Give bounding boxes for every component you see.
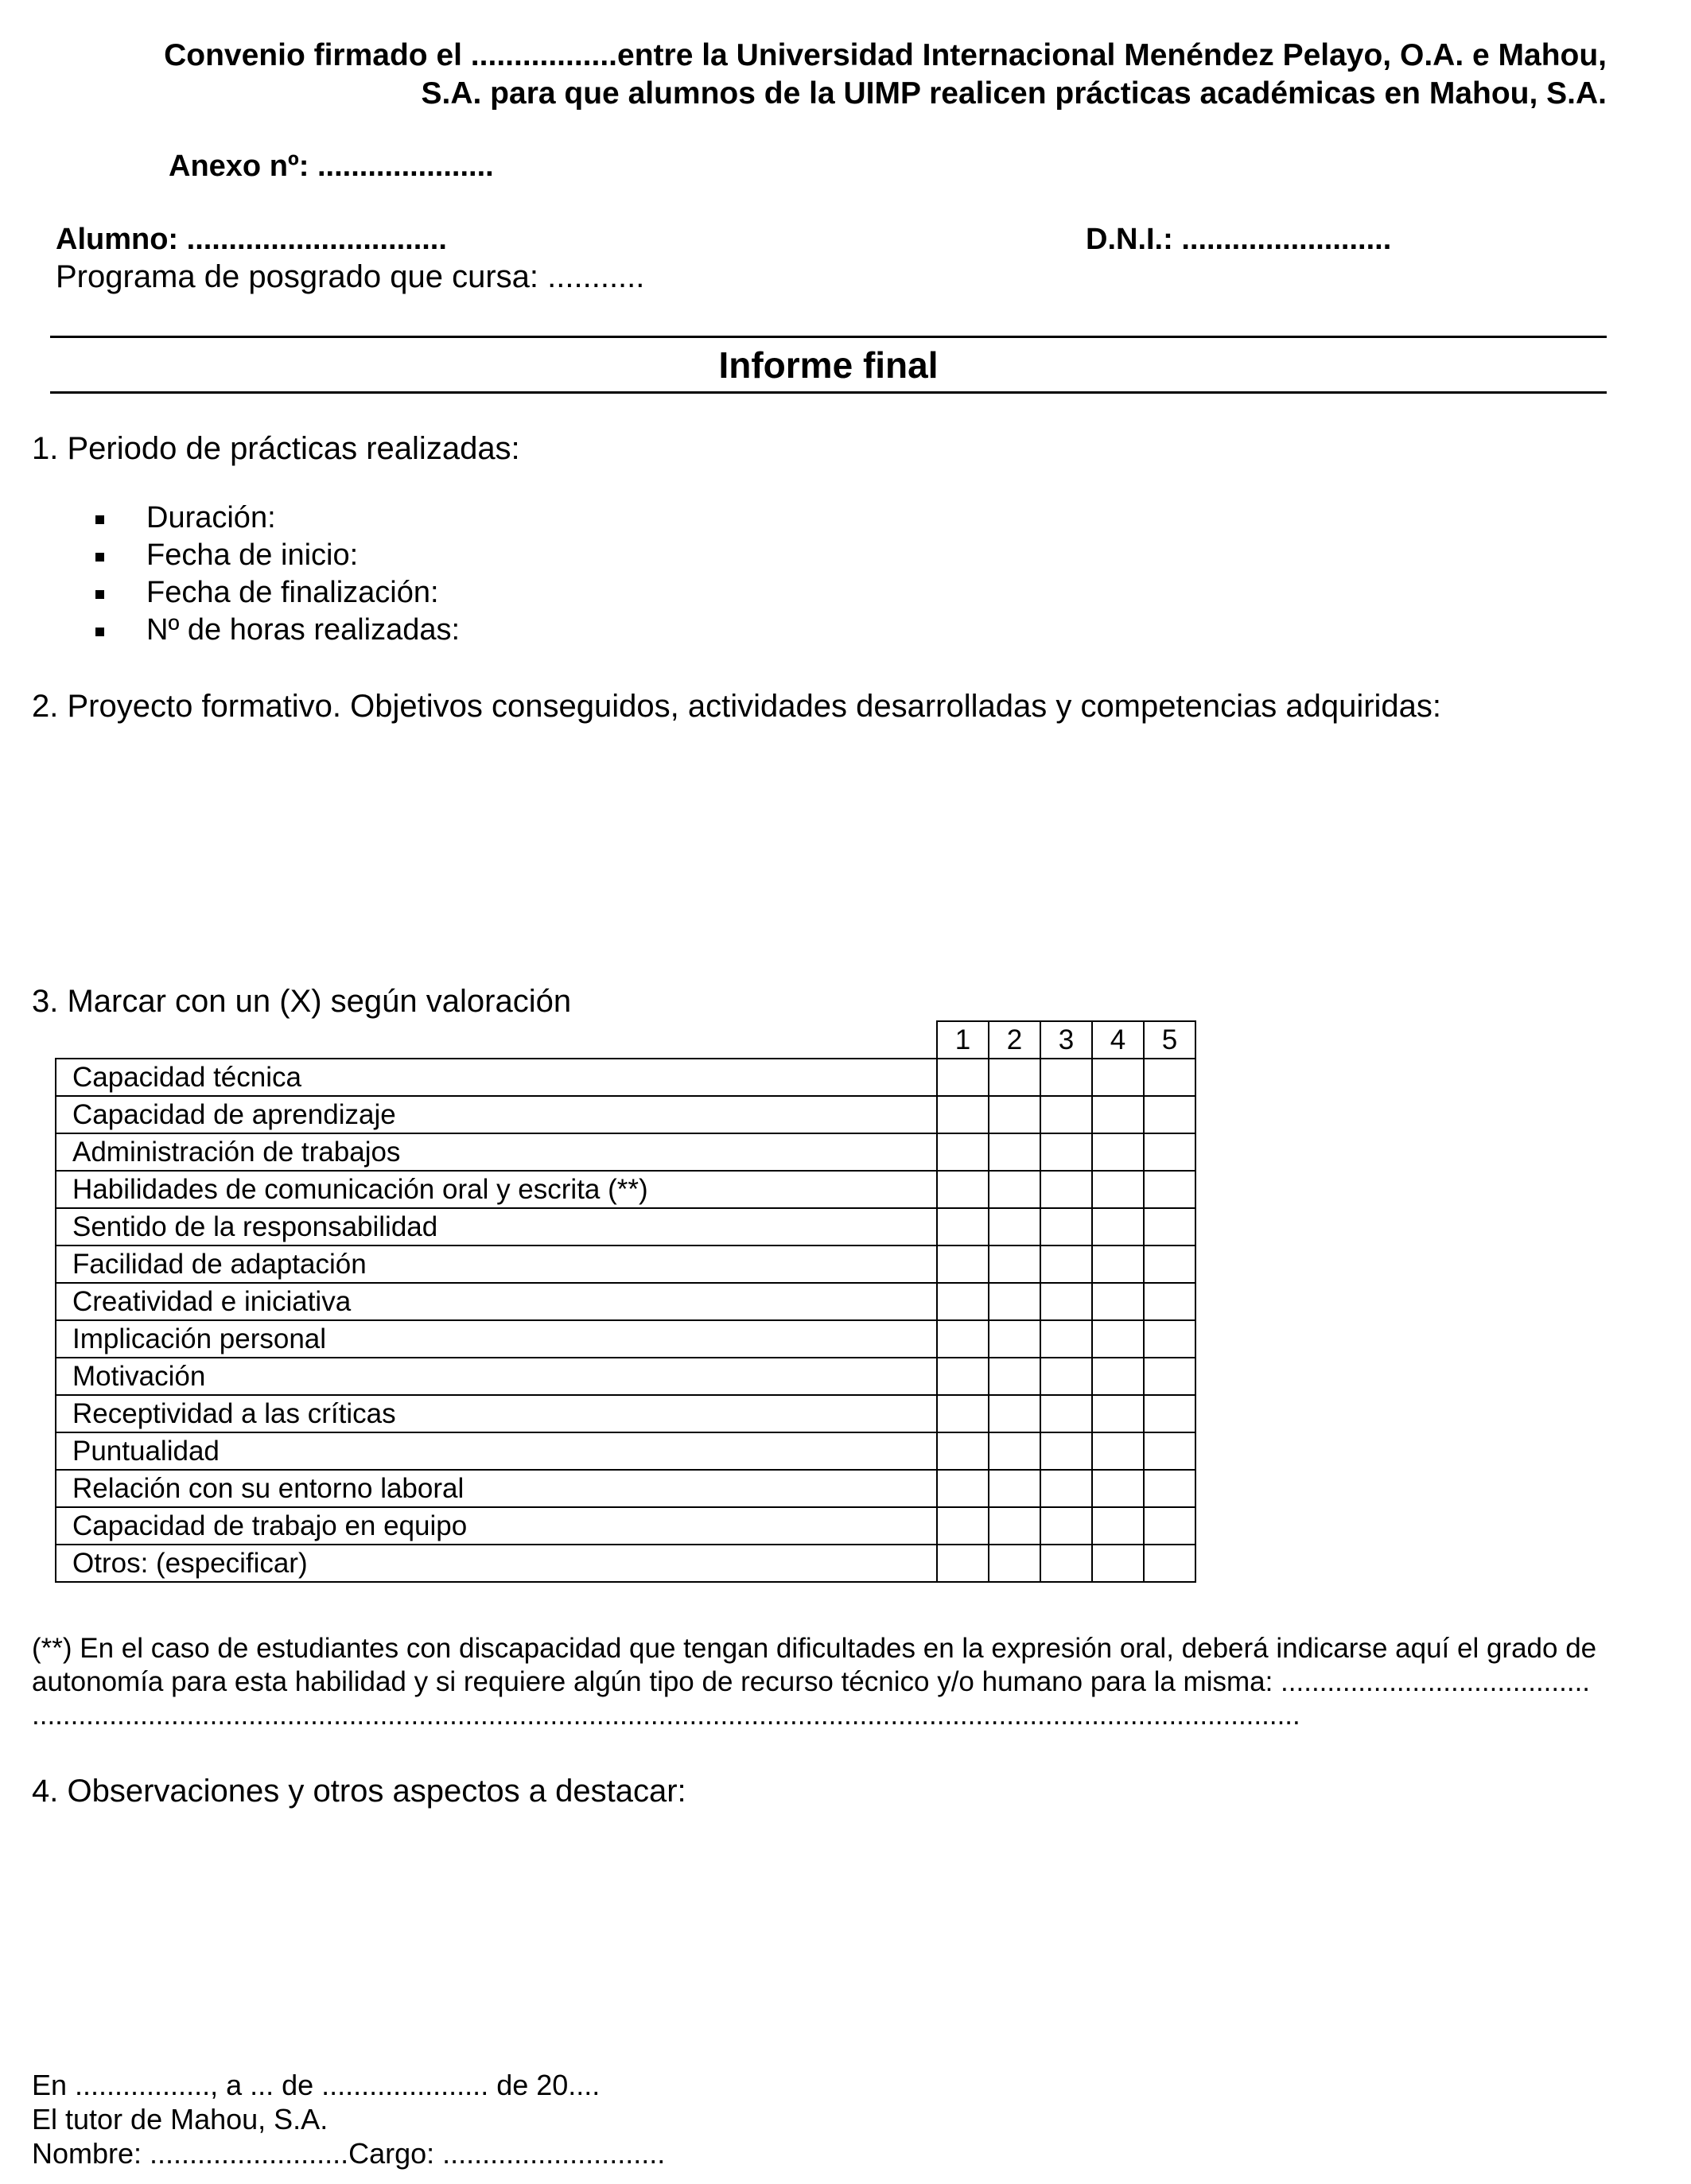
rating-cell[interactable] (1092, 1507, 1144, 1545)
rating-cell[interactable] (1040, 1432, 1092, 1470)
programa-field: Programa de posgrado que cursa: ........... (56, 259, 645, 294)
rating-cell[interactable] (1092, 1208, 1144, 1246)
rating-table (55, 1020, 1196, 1583)
rating-cell[interactable] (937, 1507, 989, 1545)
rating-cell[interactable] (937, 1059, 989, 1096)
rating-cell[interactable] (1144, 1096, 1195, 1133)
rating-cell[interactable] (1040, 1470, 1092, 1507)
rating-cell[interactable] (1092, 1283, 1144, 1320)
scale-4: 4 (1092, 1021, 1144, 1059)
signature-tutor: El tutor de Mahou, S.A. (32, 2103, 328, 2135)
rating-cell[interactable] (1092, 1545, 1144, 1582)
table-row (56, 1470, 1195, 1507)
rating-cell[interactable] (1040, 1096, 1092, 1133)
alumno-field: Alumno: ............................... (56, 223, 447, 256)
list-item-start-date: Fecha de inicio: (95, 537, 460, 574)
rating-cell[interactable] (1144, 1208, 1195, 1246)
rating-cell[interactable] (1040, 1358, 1092, 1395)
rating-cell[interactable] (1040, 1545, 1092, 1582)
rating-cell[interactable] (937, 1208, 989, 1246)
rating-cell[interactable] (1040, 1171, 1092, 1208)
table-row (56, 1358, 1195, 1395)
practice-period-list (95, 499, 460, 649)
rating-cell[interactable] (1040, 1283, 1092, 1320)
scale-5: 5 (1144, 1021, 1195, 1059)
rating-cell[interactable] (989, 1246, 1040, 1283)
rating-cell[interactable] (1092, 1432, 1144, 1470)
rating-cell[interactable] (1144, 1059, 1195, 1096)
criterion-label: Administración de trabajos (56, 1133, 937, 1171)
criterion-label: Otros: (especificar) (56, 1545, 937, 1582)
section-1-heading: 1. Periodo de prácticas realizadas: (32, 431, 520, 466)
rating-cell[interactable] (989, 1133, 1040, 1171)
note-line-1: (**) En el caso de estudiantes con discapacidad que tengan dificultades en la expresión oral, deberá indicarse aquí el grado de (32, 1633, 1597, 1664)
note-line-3: .................................................................................................................................................................... (32, 1700, 1300, 1731)
anexo-field: Anexo nº: ..................... (169, 150, 494, 183)
rating-cell[interactable] (1144, 1507, 1195, 1545)
signature-place-date: En ................., a ... de ..................... de 20.... (32, 2069, 601, 2101)
section-3-heading: 3. Marcar con un (X) según valoración (32, 984, 572, 1019)
agreement-header-line-1: Convenio firmado el .................entre la Universidad Internacional Menéndez Pelayo, O.A. e Mahou, (164, 38, 1607, 72)
rating-cell[interactable] (1144, 1171, 1195, 1208)
rating-cell[interactable] (1144, 1246, 1195, 1283)
disability-note (32, 1632, 1607, 1732)
rating-cell[interactable] (1040, 1395, 1092, 1432)
rating-cell[interactable] (1144, 1320, 1195, 1358)
criterion-label: Capacidad técnica (56, 1059, 937, 1096)
rating-cell[interactable] (989, 1507, 1040, 1545)
rating-cell[interactable] (1092, 1320, 1144, 1358)
rating-cell[interactable] (989, 1432, 1040, 1470)
rating-cell[interactable] (1144, 1545, 1195, 1582)
signature-block (32, 2068, 665, 2170)
rating-cell[interactable] (1144, 1432, 1195, 1470)
criterion-label: Relación con su entorno laboral (56, 1470, 937, 1507)
section-4-heading: 4. Observaciones y otros aspectos a destacar: (32, 1774, 686, 1809)
signature-name-cargo: Nombre: .........................Cargo: ............................ (32, 2137, 666, 2170)
criterion-label: Sentido de la responsabilidad (56, 1208, 937, 1246)
page-title: Informe final (718, 344, 939, 386)
rating-cell[interactable] (1092, 1096, 1144, 1133)
rating-cell[interactable] (1144, 1358, 1195, 1395)
scale-3: 3 (1040, 1021, 1092, 1059)
rating-cell[interactable] (1092, 1246, 1144, 1283)
rating-cell[interactable] (1040, 1507, 1092, 1545)
list-item-end-date: Fecha de finalización: (95, 574, 460, 612)
criterion-label: Implicación personal (56, 1320, 937, 1358)
rating-cell[interactable] (1144, 1470, 1195, 1507)
criterion-label: Capacidad de aprendizaje (56, 1096, 937, 1133)
rating-cell[interactable] (989, 1283, 1040, 1320)
table-row (56, 1059, 1195, 1096)
rating-cell[interactable] (1040, 1059, 1092, 1096)
rating-cell[interactable] (937, 1320, 989, 1358)
rating-cell[interactable] (937, 1545, 989, 1582)
rating-cell[interactable] (1144, 1283, 1195, 1320)
criterion-label: Puntualidad (56, 1432, 937, 1470)
scale-2: 2 (989, 1021, 1040, 1059)
table-row (56, 1507, 1195, 1545)
table-row (56, 1246, 1195, 1283)
criterion-label: Capacidad de trabajo en equipo (56, 1507, 937, 1545)
rating-cell[interactable] (1092, 1470, 1144, 1507)
rating-cell[interactable] (1092, 1358, 1144, 1395)
rating-cell[interactable] (937, 1470, 989, 1507)
rating-cell[interactable] (989, 1395, 1040, 1432)
rating-cell[interactable] (1144, 1133, 1195, 1171)
rating-cell[interactable] (937, 1432, 989, 1470)
table-row (56, 1171, 1195, 1208)
rating-cell[interactable] (937, 1133, 989, 1171)
rating-cell[interactable] (989, 1470, 1040, 1507)
rating-cell[interactable] (937, 1395, 989, 1432)
rating-cell[interactable] (989, 1208, 1040, 1246)
section-2-heading: 2. Proyecto formativo. Objetivos conseguidos, actividades desarrolladas y competencias adquiridas: (32, 689, 1442, 724)
rating-cell[interactable] (1040, 1133, 1092, 1171)
rating-cell[interactable] (937, 1096, 989, 1133)
rating-cell[interactable] (1092, 1133, 1144, 1171)
rating-cell[interactable] (989, 1320, 1040, 1358)
table-row (56, 1432, 1195, 1470)
rating-cell[interactable] (989, 1096, 1040, 1133)
rating-cell[interactable] (1092, 1395, 1144, 1432)
criterion-label: Motivación (56, 1358, 937, 1395)
rating-cell[interactable] (937, 1171, 989, 1208)
list-item-duration: Duración: (95, 499, 460, 537)
rating-cell[interactable] (989, 1545, 1040, 1582)
dni-field: D.N.I.: ......................... (1086, 223, 1392, 256)
rating-cell[interactable] (1040, 1246, 1092, 1283)
agreement-header-line-2: S.A. para que alumnos de la UIMP realicen prácticas académicas en Mahou, S.A. (421, 76, 1607, 111)
table-row (56, 1208, 1195, 1246)
note-line-2: autonomía para esta habilidad y si requiere algún tipo de recurso técnico y/o humano para la misma: ........................................ (32, 1666, 1591, 1697)
rating-cell[interactable] (989, 1059, 1040, 1096)
criterion-label: Creatividad e iniciativa (56, 1283, 937, 1320)
table-row (56, 1320, 1195, 1358)
table-row (56, 1283, 1195, 1320)
rating-cell[interactable] (937, 1358, 989, 1395)
rating-cell[interactable] (989, 1171, 1040, 1208)
criterion-label: Habilidades de comunicación oral y escrita (**) (56, 1171, 937, 1208)
agreement-header (164, 37, 1607, 113)
rating-cell[interactable] (1144, 1395, 1195, 1432)
rating-cell[interactable] (937, 1246, 989, 1283)
table-row (56, 1395, 1195, 1432)
rating-scale-row (56, 1021, 1195, 1059)
title-rule-top (50, 336, 1607, 338)
table-row (56, 1096, 1195, 1133)
rating-cell[interactable] (1092, 1171, 1144, 1208)
rating-cell[interactable] (989, 1358, 1040, 1395)
rating-cell[interactable] (1040, 1208, 1092, 1246)
scale-1: 1 (937, 1021, 989, 1059)
table-row (56, 1545, 1195, 1582)
table-row (56, 1133, 1195, 1171)
rating-cell[interactable] (1092, 1059, 1144, 1096)
title-rule-bottom (50, 391, 1607, 394)
list-item-hours: Nº de horas realizadas: (95, 612, 460, 649)
criterion-label: Receptividad a las críticas (56, 1395, 937, 1432)
rating-cell[interactable] (937, 1283, 989, 1320)
rating-cell[interactable] (1040, 1320, 1092, 1358)
criterion-label: Facilidad de adaptación (56, 1246, 937, 1283)
rating-header-blank (56, 1021, 937, 1059)
